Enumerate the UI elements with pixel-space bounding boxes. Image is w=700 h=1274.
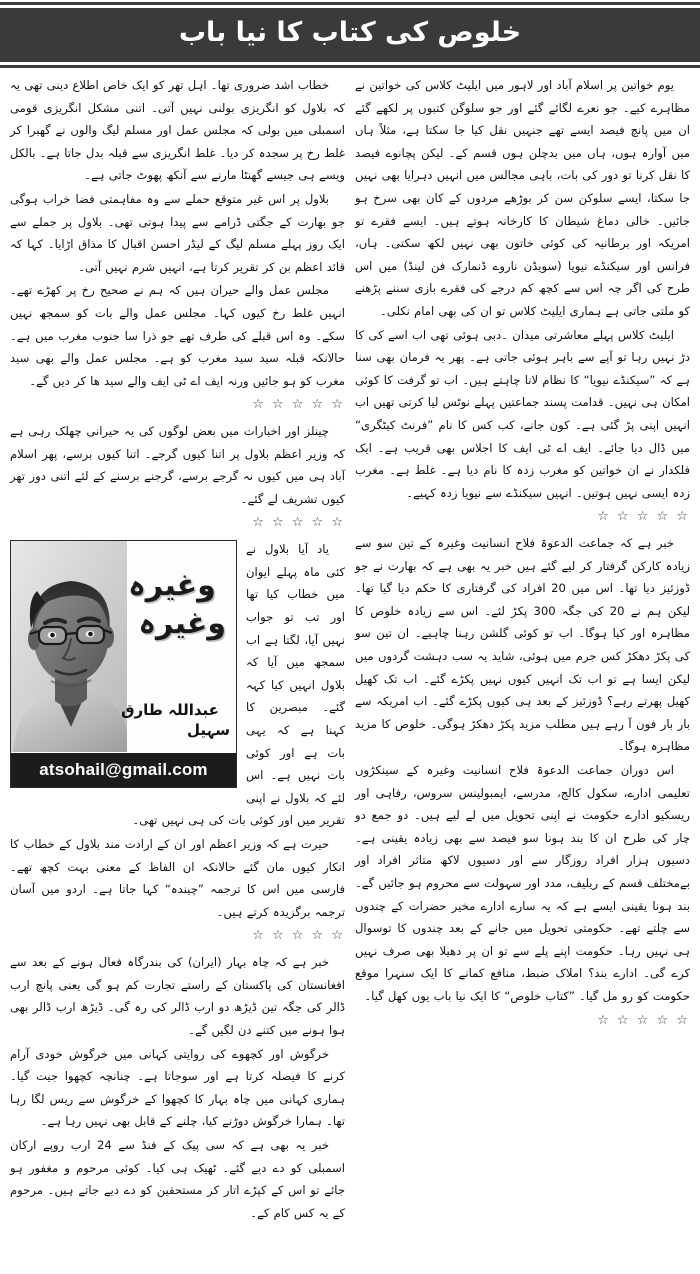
article-paragraph: یوم خواتین پر اسلام آباد اور لاہور میں ایلیٹ کلاس کی خواتین نے مظاہرے کیے۔ جو نعرے لگائے گئے اور جو سلوگن کتبوں پر لکھے گئے ان میں پانچ فیصد ایسے تھے جنہیں نقل کیا جا سکتا ہے، مثلاً ہاں میں آوارہ ہوں، ہاں میں بدچلن ہوں قسم کے۔ لیکن پچانوے فیصد کا نقل کرنا تو دور کی بات، باہی مجالس میں انہیں دہرایا بھی نہیں جا سکتا، ایسے سلوکن سن کر بوڑھے مردوں کے کان بھی سرخ ہو جائیں۔ خالی دماغ شیطان کا کارخانہ ہوتے ہیں۔ ایسے فقرے تو امریکہ اور برطانیہ کی کوئی خاتون بھی نہیں لکھ سکتی۔ ہاں، فرانس اور سیکنڈے نیویا (سویڈن ناروے ڈنمارک فن لینڈ) میں اس طرح کی اگر چہ اس سے کچھ کم درجے کی فقرے بازی سننے پڑھنے کو ملتی جاتی ہے ہماری ایلیٹ کلاس تو ان کی بھی امام نکلی۔ [355, 78, 690, 318]
article-paragraph: خطاب اشد ضروری تھا۔ اہل تھر کو ایک خاص اطلاع دینی تھی یہ کہ بلاول کو انگریزی بولنی نہیں آتی۔ اتنی مشکل انگریزی قومی اسمبلی میں بولی کہ مجلس عمل اور مسلم لیگ والوں نے گھبرا کر غلط رخ پر سجدہ کر دیا۔ غلط انگریزی سے قبلہ بدل جاتا ہے۔ بالکل ویسے ہی جیسے گھنٹا مارنے سے آنکھ پھوٹ جاتی ہے۔ [10, 78, 345, 183]
newspaper-column-page [0, 2, 700, 1274]
column-right [355, 74, 690, 1225]
author-name: عبداللہ طارق سہیل [121, 701, 230, 739]
article-paragraph: مجلس عمل والے حیران ہیں کہ ہم نے صحیح رخ پر کھڑے تھے۔ انہیں غلط رخ کیوں کہا۔ مجلس عمل والے بات کو سمجھ نہیں سکے۔ وہ اس قبلے کی طرف تھے جو ذرا سا جنوب مغرب میں ہے۔ حالانکہ قبلہ سید سید مغرب کو ہے۔ مجلس عمل والے بھی سید مغرب کو ہو جائیں ورنہ ایف اے ٹی ایف والے سید ھا کر دیں گے۔ [10, 283, 345, 388]
article-paragraph: چینلز اور اخبارات میں بعض لوگوں کی یہ حیرانی چھلک رہی ہے کہ وزیر اعظم بلاول پر اتنا کیوں گرجے۔ اتنا کیوں برسے، پھر اسلام آباد ہی میں کیوں نہ گرجے برسے، گرجنے برسنے کے لئے اتنی دور تھر کیوں تشریف لے گئے۔ [10, 424, 345, 506]
header-rule-top [0, 2, 700, 5]
article-paragraph: اس دوران جماعت الدعوۃ فلاح انسانیت وغیرہ کے سینکڑوں تعلیمی ادارے، سکول کالج، مدرسے، ایمبولینس سروس، رفاہی اور ریسکیو ادارے حکومت نے اپنی تحویل میں لے لیے ہیں۔ دو جمع دو چار کی طرح ان کا بند ہونا سو فیصد سے بھی زیادہ یقینی ہے۔ دسیوں ہزار افراد روزگار سے اور دسیوں لاکھ متاثر افراد اور بےمختلف قسم کے ریلیف، مدد اور سہولت سے محروم ہو جائیں گے۔ بند ہونا یقینی ایسے ہے کہ یہ سارے ادارے مخیر حضرات کے چندوں سے چلتے تھے۔ حکومتی تحویل میں جانے کے بعد چندوں کا توسوال ہی نہیں رہا۔ حکومت اپنے پلے سے تو ان پر دھیلا بھی صرف نہیں کرے گی۔ ادارے بند؟ املاک ضبط، منافع کمانے کا ایک سنہرا موقع حکومت کو رو مل گیا۔ ”کتاب خلوص“ کا ایک نیا باب یوں کھل گیا۔ [355, 763, 690, 1003]
star-separator: ☆ ☆ ☆ ☆ ☆ [252, 515, 345, 531]
star-separator: ☆ ☆ ☆ ☆ ☆ [252, 928, 345, 944]
star-separator-end: ☆ ☆ ☆ ☆ ☆ [597, 1012, 690, 1028]
article-paragraph: خبر ہے کہ جماعت الدعوۃ فلاح انسانیت وغیرہ کے تین سو سے زیادہ کارکن گرفتار کر لیے گئے ہیں خبر یہ بھی ہے کہ بھارت نے جو ڈوزئیز دیا تھا۔ اس میں 20 افراد کی گرفتاری کا حکم دیا گیا تھا۔ لیکن ہم نے 20 کی جگہ 300 پکڑ لئے۔ اس سے زیادہ خلوص کا مظاہرہ اور کیا ہوگا۔ اب تو کوئی گلشن رہنا چاہیے۔ ان تین سو کی پکڑ دھکڑ کس جرم میں ہوئی، شاید یہ سب دہشت گردوں میں لیکن ایسا ہے تو اب تک انہیں کیوں نہیں پکڑے گئے۔ اب تک کھیل کھیل پھرتے رہے؟ ڈوزئیز کے بعد ہی کیوں پکڑے گئے۔ اب امریکہ سے بار بار فون آ رہے ہیں مطلب مزید پکڑ دھکڑ ہوگی۔ خلوص کا مزید مظاہرہ ہوگا۔ [355, 536, 690, 754]
article-paragraph: ایلیٹ کلاس پہلے معاشرتی میدان ۔دبی ہوئی تھی اب اسے کی کا دڑ نہیں رہا تو آپے سے باہر ہوئی جاتی ہے۔ پھر یہ فرمان بھی سنا ہے کہ ”سیکنڈے نیویا“ کا نظام لانا چاہتے ہیں۔ اب تو گرفت کا کوئی امکان ہی نہیں۔ قدامت پسند جماعتیں پہلے نوٹس لیا کرتی تھیں اب انہیں اپنی پڑ گئی ہے۔ کون جانے، کب کس کا نام ”فرنٹ کیٹگری“ میں ڈال دیا جائے۔ ایف اے ٹی ایف کا اجلاس بھی قریب ہے۔ ایک فلکدار نے ان خواتین کو مغرب زدہ کا نام دیا ہے۔ غلط ہے۔ مغرب زدہ ایسی نہیں ہوتیں۔ انہیں سیکنڈے سے نیویا زدہ کہیے۔ [355, 327, 690, 500]
star-separator: ☆ ☆ ☆ ☆ ☆ [252, 397, 345, 413]
article-paragraph: حیرت ہے کہ وزیر اعظم اور ان کے ارادت مند بلاول کے خطاب کا انکار کیوں مان گئے حالانکہ ان الفاظ کے معنی بہت کچھ تھے۔ فارسی میں اس کا ترجمہ ”چیندہ“ کہا جاتا ہے۔ اردو میں آسان ترجمہ برگزیدہ کرتے ہیں۔ [10, 837, 345, 919]
page-title: خلوص کی کتاب کا نیا باب [178, 17, 522, 49]
article-paragraph: بلاول پر اس غیر متوقع حملے سے وہ مفاہمتی فضا خراب ہوگی جو بھارت کے جگتی ڈرامے سے پیدا ہوتی تھی۔ بلاول پر جملے سے ایک روز پہلے مسلم لیگ کے لیڈر احسن اقبال کا مذاق اڑایا۔ کہا کہ قائد اعظم بن کر تقریر کرتا ہے، انہیں شرم نہیں آتی۔ [10, 191, 345, 274]
column-left [10, 74, 345, 1225]
article-paragraph: خرگوش اور کچھوے کی روایتی کہانی میں خرگوش خودی آرام کرنے کا فیصلہ کرتا ہے اور سوجاتا ہے۔ چنانچہ کچھوا جیت گیا۔ ہماری کہانی میں چاہ بہار کا کچھوا کے خرگوش سے ریس لگا رہا تھا۔ ہمارا خرگوش دوڑنے کیا، چلنے کے قابل بھی نہیں رہا ہے۔ [10, 1046, 345, 1129]
page-header [0, 2, 700, 68]
article-body [10, 74, 690, 1225]
article-paragraph: خبر ہے کہ چاہ بہار (ایران) کی بندرگاہ فعال ہونے کے بعد سے افغانستان کی پاکستان کے راستے تجارت کم ہو گی یعنی پانچ ارب ڈالر کی جگہ تین ڈیڑھ دو ارب ڈالر کی رہ گی۔ ڈیڑھ ارب ڈالر بھی ہوا ہونے میں کتنے دن لگیں گے۔ [10, 955, 345, 1037]
header-banner [0, 8, 700, 62]
star-separator: ☆ ☆ ☆ ☆ ☆ [597, 509, 690, 525]
article-paragraph: خبر یہ بھی ہے کہ سی پیک کے فنڈ سے 24 ارب روپے ارکان اسمبلی کو دے دیے گئے۔ ٹھیک ہی کیا۔ کوئی مرحوم و مغفور ہو جائے تو اس کے کپڑے اتار کر مستحقین کو دے دیے جاتے ہیں۔ مرحوم کے یہ کس کام کے۔ [10, 1137, 345, 1220]
column-logo: وغیرہ وغیرہ [128, 568, 226, 641]
author-email-bar [11, 753, 236, 787]
article-paragraph: یاد آیا بلاول نے کئی ماہ پہلے ایوان میں خطاب کیا تھا اور تب تو جواب نہیں آیا، لگتا ہے اب سمجھ میں آیا کہ بلاول انہیں کیا کہہ گئے۔ مبصرین کا کہنا ہے کہ یہی بات ہے اور کوئی بات نہیں ہے۔ اس لئے کہ بلاول نے اپنی تقریر میں اور کوئی بات کی ہی نہیں تھی۔ [132, 542, 345, 828]
author-block [10, 540, 237, 788]
author-block-inner [11, 541, 236, 752]
author-email[interactable]: atsohail@gmail.com [39, 760, 208, 780]
header-rule-bottom [0, 65, 700, 68]
